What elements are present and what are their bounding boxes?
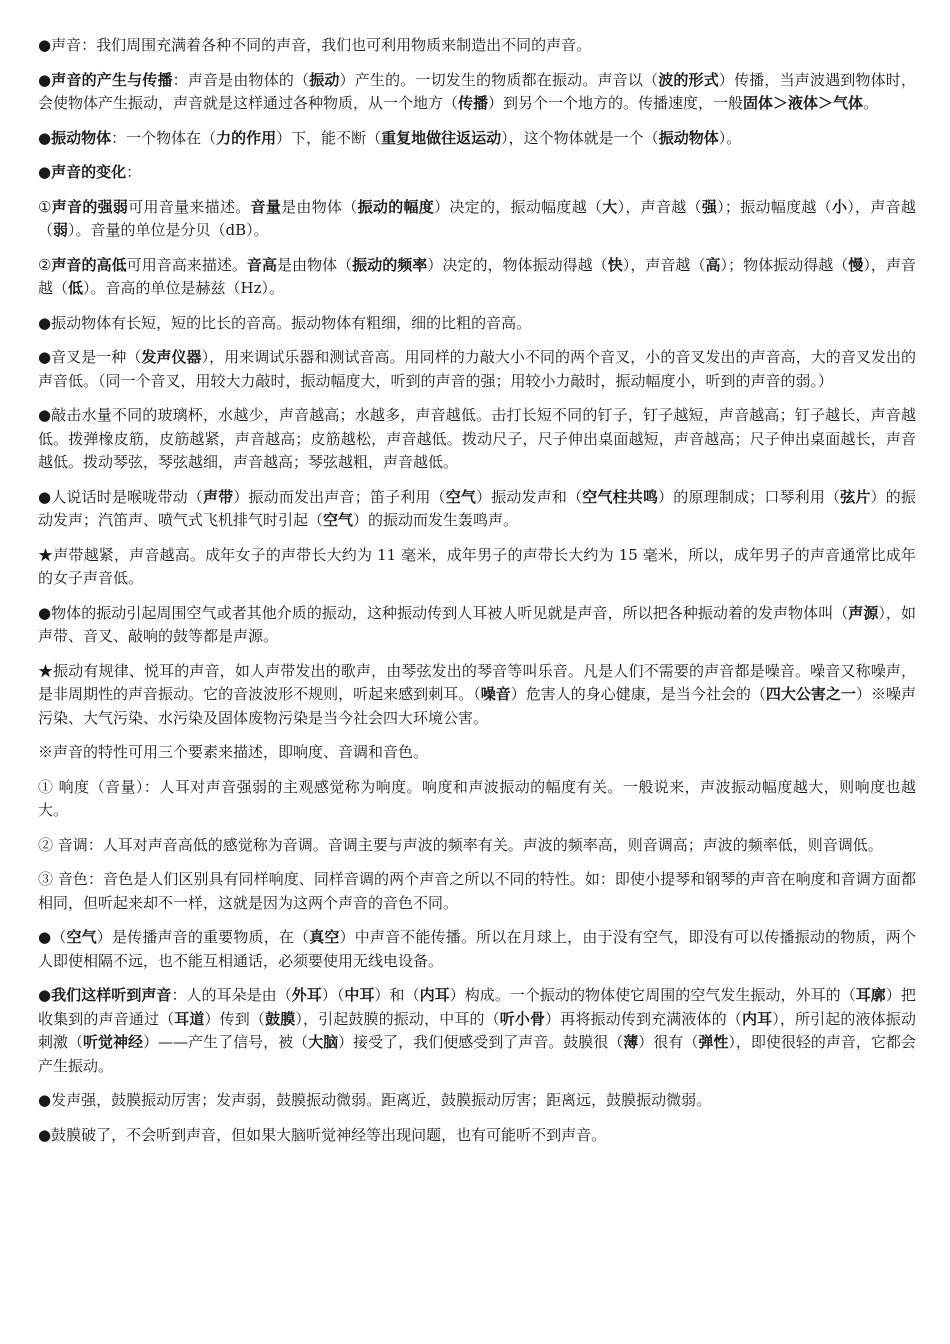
paragraph-11 — [38, 544, 916, 591]
paragraph-4 — [38, 161, 916, 185]
bold-term: 外耳 — [291, 986, 322, 1004]
bold-term: 听小骨 — [499, 1009, 546, 1028]
bold-term: 薄 — [623, 1033, 639, 1051]
text-run: ● — [38, 128, 52, 147]
bold-term: 慢 — [848, 255, 864, 274]
text-run: ）振动发声和（ — [476, 487, 583, 506]
paragraph-16 — [38, 834, 916, 858]
bold-term: 我们这样听到声音 — [51, 986, 172, 1004]
text-run: ）下，能不断（ — [276, 128, 382, 147]
bold-term: 弹性 — [698, 1033, 729, 1051]
text-run: ）的振动而发生轰鸣声。 — [353, 511, 519, 529]
text-run: ）——产生了信号，被（ — [143, 1033, 309, 1051]
text-run: 是由物体（ — [281, 197, 358, 216]
text-run: ）和（ — [374, 986, 420, 1004]
bold-term: 声音的变化 — [51, 163, 127, 181]
text-run: ●声音：我们周围充满着各种不同的声音，我们也可利用物质来制造出不同的声音。 — [38, 36, 592, 54]
paragraph-14 — [38, 741, 916, 765]
paragraph-3 — [38, 127, 916, 151]
text-run: ：人的耳朵是由（ — [171, 986, 292, 1004]
text-run: ★声带越紧，声音越高。成年女子的声带长大约为 11 毫米，成年男子的声带长大约为 15 毫米，所以，成年男子的声音通常比成年的女子声音低。 — [38, 545, 916, 587]
text-run: ： — [126, 163, 142, 181]
text-run: ● — [38, 986, 52, 1004]
text-run: ）决定的，振动幅度越（ — [434, 197, 603, 216]
text-run: ●音叉是一种（ — [38, 348, 142, 366]
paragraph-8 — [38, 346, 916, 393]
bold-term: 音量 — [250, 197, 282, 216]
paragraph-1 — [38, 34, 916, 58]
bold-term: 声音的强弱 — [51, 197, 129, 216]
text-run: ）的原理制成；口琴利用（ — [658, 487, 841, 506]
paragraph-2 — [38, 69, 916, 116]
bold-term: 波的形式 — [658, 70, 719, 89]
bold-term: 大脑 — [308, 1033, 339, 1051]
bold-term: 振动的幅度 — [357, 197, 435, 216]
text-run: ），声音越（ — [38, 255, 916, 297]
bold-term: 内耳 — [741, 1009, 773, 1028]
bold-term: 听觉神经 — [83, 1033, 144, 1051]
text-run: ），这个物体就是一个（ — [501, 128, 659, 147]
text-run: ●敲击水量不同的玻璃杯，水越少，声音越高；水越多，声音越低。击打长短不同的钉子，钉子越短，声音越高；钉子越长，声音越低。拨弹橡皮筋，皮筋越紧，声音越高；皮筋越松，声音越低。拨动尺子，尺子伸出桌面越短，声音越高；尺子伸出桌面越长，声音越低。拨动琴弦，琴弦越细，声音越高；琴弦越粗，声音越低。 — [38, 406, 916, 471]
bold-term: 耳道 — [174, 1009, 205, 1028]
text-run: ）的振动发声；汽笛声、喷气式飞机排气时引起（ — [38, 487, 916, 529]
bold-term: 振动的频率 — [352, 255, 428, 274]
bold-term: 振动 — [309, 70, 340, 89]
text-run: ● — [38, 70, 52, 89]
bold-term: 真空 — [309, 928, 340, 946]
text-run: ）中声音不能传播。所以在月球上，由于没有空气，即没有可以传播振动的物质，两个人即使相隔不远，也不能互相通话，必须要使用无线电设备。 — [38, 928, 916, 970]
bold-term: 耳廓 — [855, 986, 886, 1004]
text-run: ② 音调：人耳对声音高低的感觉称为音调。音调主要与声波的频率有关。声波的频率高，则音调高；声波的频率低，则音调低。 — [38, 835, 883, 854]
bold-term: 大 — [602, 197, 618, 216]
text-run: ）到另个一个地方的。传播速度，一般 — [488, 94, 744, 112]
text-run: ●振动物体有长短，短的比长的音高。振动物体有粗细，细的比粗的音高。 — [38, 313, 532, 332]
text-run: ）。音量的单位是分贝（dB）。 — [68, 221, 269, 239]
text-run: ）是传播声音的重要物质，在（ — [96, 928, 310, 946]
text-run: ）传播，当声波遇到物体时，会使物体产生振动，声音就是这样通过各种物质，从一个地方（ — [38, 70, 916, 112]
bold-term: 传播 — [458, 94, 489, 112]
text-run: ）传到（ — [204, 1009, 266, 1028]
paragraph-15 — [38, 776, 916, 823]
document-page — [38, 34, 916, 1158]
bold-term: 声音的高低 — [51, 255, 127, 274]
text-run: ），即使很轻的声音，它都会产生振动。 — [38, 1033, 916, 1075]
paragraph-20 — [38, 1089, 916, 1113]
text-run: ●发声强，鼓膜振动厉害；发声弱，鼓膜振动微弱。距离近，鼓膜振动厉害；距离远，鼓膜振动微弱。 — [38, 1091, 712, 1109]
paragraph-21 — [38, 1124, 916, 1148]
bold-term: 空气柱共鸣 — [582, 487, 659, 506]
text-run: 是由物体（ — [277, 255, 353, 274]
bold-term: 小 — [831, 197, 848, 216]
bold-term: 声音的产生与传播 — [51, 70, 173, 89]
bold-term: 发声仪器 — [141, 348, 202, 366]
text-run: ③ 音色：音色是人们区别具有同样响度、同样音调的两个声音之所以不同的特性。如：即使小提琴和钢琴的声音在响度和音调方面都相同，但听起来却不一样，这就是因为这两个声音的音色不同。 — [38, 870, 916, 912]
text-run: 。 — [863, 94, 879, 112]
bold-term: 低 — [68, 279, 84, 297]
text-run: ② — [38, 255, 52, 274]
bold-term: 音高 — [246, 255, 277, 274]
text-run: ），用来调试乐器和测试音高。用同样的力敲大小不同的两个音叉，小的音叉发出的声音高，大的音叉发出的声音低。（同一个音叉，用较大力敲时，振动幅度大，听到的声音的强；用较小力敲时，振动幅度小，听到的声音的弱。） — [38, 348, 916, 390]
text-run: ）构成。一个振动的物体使它周围的空气发生振动，外耳的（ — [449, 986, 856, 1004]
text-run: ●鼓膜破了，不会听到声音，但如果大脑听觉神经等出现问题，也有可能听不到声音。 — [38, 1125, 607, 1144]
text-run: ●物体的振动引起周围空气或者其他介质的振动，这种振动传到人耳被人听见就是声音，所以把各种振动着的发声物体叫（ — [38, 603, 849, 622]
text-run: ）振动而发出声音；笛子利用（ — [233, 487, 446, 506]
text-run: ），所引起的液体振动刺激（ — [38, 1009, 916, 1051]
paragraph-18 — [38, 926, 916, 973]
bold-term: 快 — [607, 255, 623, 274]
bold-term: 弱 — [53, 221, 69, 239]
bold-term: 重复地做往返运动 — [381, 128, 502, 147]
text-run: ：一个物体在（ — [111, 128, 217, 147]
text-run: ）很有（ — [638, 1033, 699, 1051]
text-run: ），声音越（ — [622, 255, 706, 274]
text-run: ）产生的。一切发生的物质都在振动。声音以（ — [339, 70, 659, 89]
text-run: ），如声带、音叉、敲响的鼓等都是声源。 — [38, 603, 916, 645]
bold-term: 力的作用 — [216, 128, 277, 147]
text-run: ）再将振动传到充满液体的（ — [545, 1009, 742, 1028]
text-run: ），声音越（ — [38, 197, 916, 239]
text-run: ●（ — [38, 928, 67, 946]
text-run: ① 响度（音量）：人耳对声音强弱的主观感觉称为响度。响度和声波振动的幅度有关。一般说来，声波振动幅度越大，则响度也越大。 — [38, 777, 916, 819]
text-run: 可用音高来描述。 — [126, 255, 247, 274]
text-run: ※声音的特性可用三个要素来描述，即响度、音调和音色。 — [38, 743, 429, 761]
paragraph-13 — [38, 660, 916, 731]
paragraph-10 — [38, 486, 916, 533]
paragraph-12 — [38, 602, 916, 649]
paragraph-17 — [38, 868, 916, 915]
bold-term: 振动物体 — [658, 128, 719, 147]
bold-term: 噪音 — [480, 685, 511, 703]
text-run: ★振动有规律、悦耳的声音，如人声带发出的歌声，由琴弦发出的琴音等叫乐音。凡是人们不需要的声音都是噪音。噪音又称噪声，是非周期性的声音振动。它的音波波形不规则，听起来感到刺耳。（ — [38, 661, 916, 703]
bold-term: 声带 — [202, 487, 234, 506]
text-run: ）把收集到的声音通过（ — [38, 986, 916, 1028]
text-run: ）（ — [321, 986, 345, 1004]
paragraph-6 — [38, 254, 916, 301]
bold-term: 振动物体 — [51, 128, 112, 147]
bold-term: 内耳 — [419, 986, 450, 1004]
paragraph-5 — [38, 196, 916, 243]
paragraph-7 — [38, 312, 916, 336]
bold-term: 固体＞液体＞气体 — [743, 94, 864, 112]
text-run: ）。音高的单位是赫兹（Hz）。 — [83, 279, 285, 297]
text-run: ）。 — [718, 128, 742, 147]
paragraph-19 — [38, 984, 916, 1078]
text-run: ）决定的，物体振动得越（ — [427, 255, 608, 274]
bold-term: 空气 — [323, 511, 354, 529]
paragraph-9 — [38, 404, 916, 475]
bold-term: 弦片 — [840, 487, 871, 506]
text-run: ●人说话时是喉咙带动（ — [38, 487, 203, 506]
text-run: ● — [38, 163, 52, 181]
bold-term: 空气 — [66, 928, 97, 946]
text-run: ），引起鼓膜的振动，中耳的（ — [295, 1009, 500, 1028]
text-run: ）；振动幅度越（ — [717, 197, 832, 216]
bold-term: 声源 — [848, 603, 879, 622]
text-run: 可用音量来描述。 — [128, 197, 251, 216]
bold-term: 四大公害之一 — [765, 685, 856, 703]
bold-term: 高 — [705, 255, 721, 274]
text-run: ）；物体振动得越（ — [720, 255, 849, 274]
text-run: ）※噪声污染、大气污染、水污染及固体废物污染是当今社会四大环境公害。 — [38, 685, 916, 727]
bold-term: 鼓膜 — [265, 1009, 296, 1028]
text-run: ）接受了，我们便感受到了声音。鼓膜很（ — [338, 1033, 624, 1051]
text-run: ）危害人的身心健康，是当今社会的（ — [510, 685, 766, 703]
bold-term: 中耳 — [344, 986, 375, 1004]
text-run: ：声音是由物体的（ — [172, 70, 310, 89]
text-run: ① — [38, 197, 52, 216]
bold-term: 空气 — [445, 487, 477, 506]
text-run: ），声音越（ — [617, 197, 702, 216]
bold-term: 强 — [701, 197, 718, 216]
